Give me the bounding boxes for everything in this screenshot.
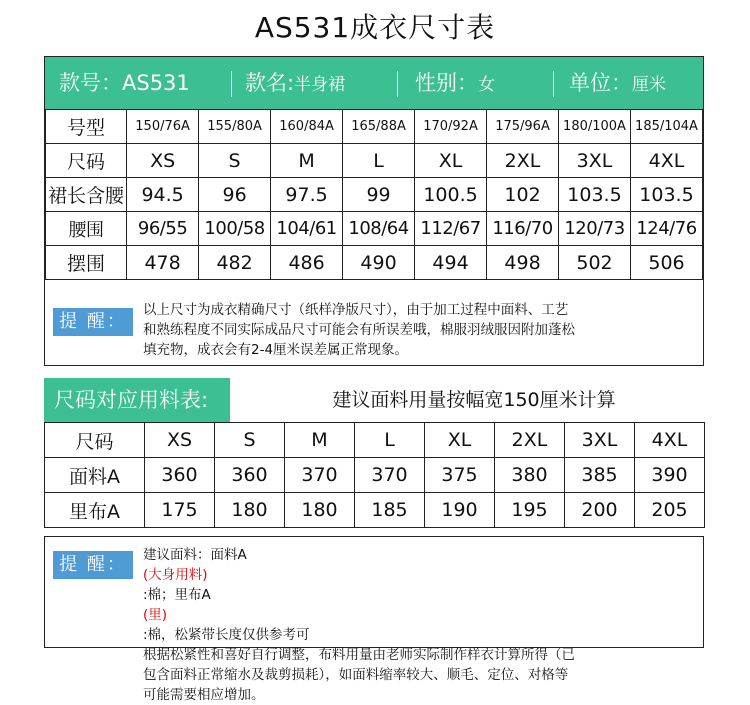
table-row xyxy=(45,493,705,528)
table-cell: 108/64 xyxy=(343,212,415,246)
table-cell: 104/61 xyxy=(271,212,343,246)
table-cell: 96 xyxy=(199,178,271,212)
table-row xyxy=(45,458,705,493)
reminder-fragment: :棉，松紧带长度仅供参考可 xyxy=(143,627,310,643)
table-row xyxy=(46,144,703,178)
reminder-line: 根据松紧性和喜好自行调整，布料用量由老师实际制作样衣计算所得（已 xyxy=(143,647,575,663)
table-cell: 180 xyxy=(285,493,355,528)
row-header: 裙长含腰 xyxy=(46,178,127,212)
highlight-text: (大身用料) xyxy=(143,567,208,583)
reminder-fragment: :棉；里布A xyxy=(143,587,211,603)
reminder-line: 包含面料正常缩水及裁剪损耗），如面料缩率较大、顺毛、定位、对格等 xyxy=(143,667,569,683)
table-cell: L xyxy=(355,423,425,458)
table-cell: 124/76 xyxy=(631,212,703,246)
reminder-line xyxy=(143,545,699,645)
table-cell: 506 xyxy=(631,246,703,280)
reminder-line: 和熟练程度不同实际成品尺寸可能会有所误差哦，棉服羽绒服因附加蓬松 xyxy=(143,322,575,338)
table-row xyxy=(46,178,703,212)
table-cell: 102 xyxy=(487,178,559,212)
row-header: 腰围 xyxy=(46,212,127,246)
size-table xyxy=(45,109,703,280)
table-cell: XL xyxy=(425,423,495,458)
gender xyxy=(415,57,495,109)
table-cell: 150/76A xyxy=(127,110,199,144)
table-cell: 486 xyxy=(271,246,343,280)
table-row xyxy=(46,246,703,280)
table-cell: 190 xyxy=(425,493,495,528)
unit-label: 单位： xyxy=(569,71,632,95)
table-cell: 96/55 xyxy=(127,212,199,246)
table-cell: 4XL xyxy=(631,144,703,178)
reminder-fragment: 建议面料：面料A xyxy=(143,547,247,563)
fabric-header xyxy=(44,378,704,422)
unit-value: 厘米 xyxy=(632,75,666,95)
table-cell: 490 xyxy=(343,246,415,280)
style-name xyxy=(245,57,345,109)
divider xyxy=(397,71,398,97)
row-header: 摆围 xyxy=(46,246,127,280)
table-cell: 4XL xyxy=(635,423,705,458)
table-cell: 478 xyxy=(127,246,199,280)
table-cell: S xyxy=(215,423,285,458)
table-cell: 195 xyxy=(495,493,565,528)
table-cell: 2XL xyxy=(487,144,559,178)
table-cell: M xyxy=(285,423,355,458)
table-cell: 99 xyxy=(343,178,415,212)
table-cell: XS xyxy=(127,144,199,178)
table-cell: 370 xyxy=(355,458,425,493)
table-cell: 100.5 xyxy=(415,178,487,212)
table-cell: 375 xyxy=(425,458,495,493)
fabric-width-note: 建议面料用量按幅宽150厘米计算 xyxy=(332,389,616,411)
reminder-line: 可能需要相应增加。 xyxy=(143,687,265,703)
table-cell: 360 xyxy=(145,458,215,493)
reminder-note xyxy=(45,297,703,365)
gender-label: 性别： xyxy=(415,71,478,95)
table-cell: 94.5 xyxy=(127,178,199,212)
table-cell: 502 xyxy=(559,246,631,280)
table-cell: XL xyxy=(415,144,487,178)
table-cell: M xyxy=(271,144,343,178)
reminder-line: 以上尺寸为成衣精确尺寸（纸样净版尺寸），由于加工过程中面料、工艺 xyxy=(143,302,569,318)
table-cell: 482 xyxy=(199,246,271,280)
row-header: 面料A xyxy=(45,458,145,493)
divider xyxy=(231,71,232,97)
highlight-text: (里) xyxy=(143,607,168,623)
row-header: 里布A xyxy=(45,493,145,528)
table-cell: 155/80A xyxy=(199,110,271,144)
table-cell: 2XL xyxy=(495,423,565,458)
reminder-badge: 提 醒： xyxy=(53,551,133,579)
page-title: AS531成衣尺寸表 xyxy=(254,11,496,44)
table-cell: 120/73 xyxy=(559,212,631,246)
table-cell: 97.5 xyxy=(271,178,343,212)
table-row xyxy=(46,212,703,246)
table-cell: L xyxy=(343,144,415,178)
reminder-line: 填充物，成衣会有2-4厘米误差属正常现象。 xyxy=(143,342,409,358)
style-name-label: 款名: xyxy=(245,71,295,95)
table-cell: XS xyxy=(145,423,215,458)
table-cell: 165/88A xyxy=(343,110,415,144)
gender-value: 女 xyxy=(478,75,495,95)
table-cell: 494 xyxy=(415,246,487,280)
info-bar xyxy=(45,57,703,109)
table-cell: 160/84A xyxy=(271,110,343,144)
table-cell: 170/92A xyxy=(415,110,487,144)
row-header: 尺码 xyxy=(45,423,145,458)
table-cell: 370 xyxy=(285,458,355,493)
reminder-badge: 提 醒： xyxy=(53,308,133,336)
table-cell: 180/100A xyxy=(559,110,631,144)
table-cell: 360 xyxy=(215,458,285,493)
table-cell: 175 xyxy=(145,493,215,528)
table-cell: 100/58 xyxy=(199,212,271,246)
unit xyxy=(569,57,666,109)
size-chart-panel xyxy=(44,56,704,366)
table-cell: 380 xyxy=(495,458,565,493)
table-cell: 112/67 xyxy=(415,212,487,246)
row-header: 尺码 xyxy=(46,144,127,178)
fabric-reminder-panel xyxy=(44,536,704,703)
table-cell: 200 xyxy=(565,493,635,528)
style-name-value: 半身裙 xyxy=(294,75,346,95)
fabric-section-label: 尺码对应用料表: xyxy=(44,378,230,422)
table-cell: 185/104A xyxy=(631,110,703,144)
fabric-reminder-text xyxy=(143,545,699,705)
table-cell: 3XL xyxy=(559,144,631,178)
table-cell: 103.5 xyxy=(559,178,631,212)
table-cell: 103.5 xyxy=(631,178,703,212)
table-cell: S xyxy=(199,144,271,178)
table-row xyxy=(46,110,703,144)
table-cell: 205 xyxy=(635,493,705,528)
reminder-text xyxy=(143,300,695,360)
table-row xyxy=(45,423,705,458)
style-number: 款号：AS531 xyxy=(59,71,190,95)
fabric-table xyxy=(44,422,705,528)
table-cell: 385 xyxy=(565,458,635,493)
table-cell: 498 xyxy=(487,246,559,280)
table-cell: 185 xyxy=(355,493,425,528)
row-header: 号型 xyxy=(46,110,127,144)
table-cell: 175/96A xyxy=(487,110,559,144)
table-cell: 3XL xyxy=(565,423,635,458)
table-cell: 180 xyxy=(215,493,285,528)
divider xyxy=(553,71,554,97)
table-cell: 390 xyxy=(635,458,705,493)
table-cell: 116/70 xyxy=(487,212,559,246)
